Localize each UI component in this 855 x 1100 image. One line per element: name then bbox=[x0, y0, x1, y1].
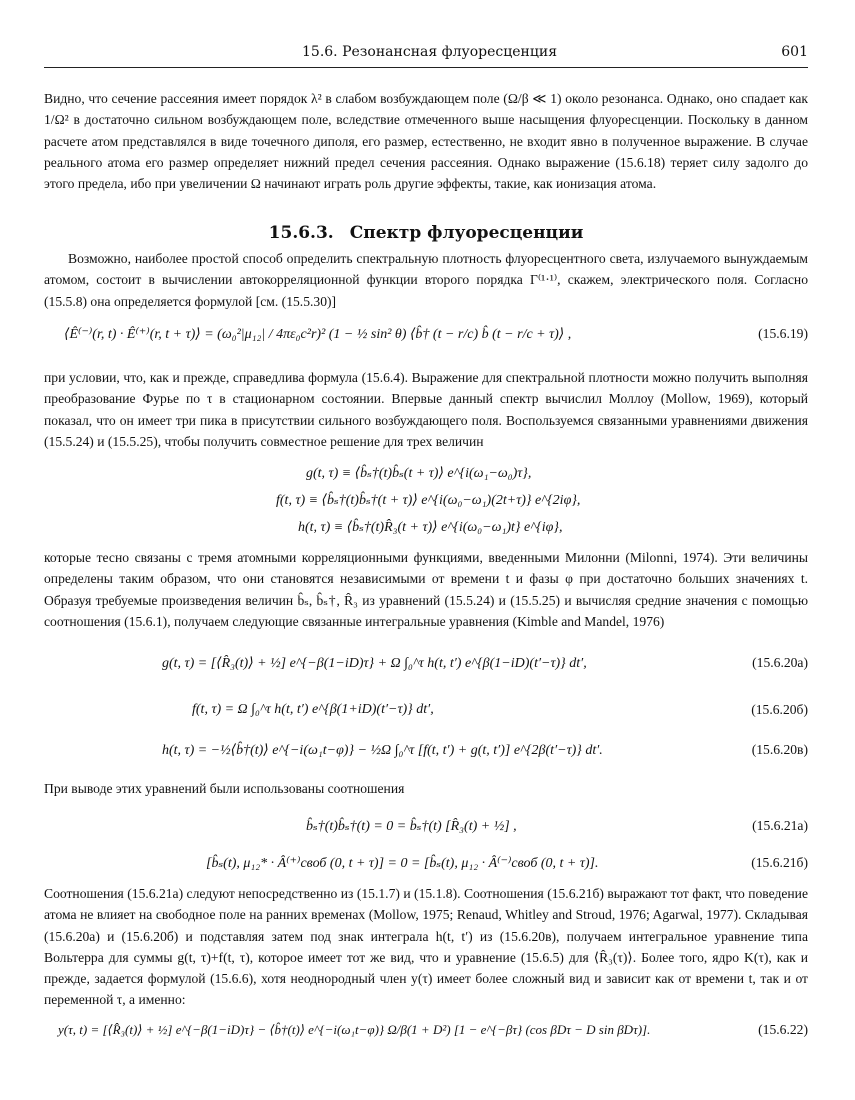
section-heading-number: 15.6.3. bbox=[268, 223, 334, 243]
section-heading bbox=[44, 223, 808, 243]
equation-body: g(t, τ) = [⟨R̂₃(t)⟩ + ½] e^{−β(1−iD)τ} + Ω ∫₀^τ h(t, t′) e^{β(1−iD)(t′−τ)} dt′, bbox=[162, 656, 587, 671]
equation-body: f(t, τ) ≡ ⟨b̂ₛ†(t)b̂ₛ†(t + τ)⟩ e^{i(ω₀−ω₁)(2t+τ)} e^{2iφ}, bbox=[276, 493, 581, 508]
paragraph-3: при условии, что, как и прежде, справедлива формула (15.6.4). Выражение для спектральной плотности можно получить выполняя преобразование Фурье по τ в стационарном состоянии. Впервые данный спектр вычислил Моллоу (Mollow, 1969), который показал, что он имеет три пика в присутствии сильного возбуждающего поля. Воспользуемся связанными уравнениями движения (15.5.24) и (15.5.25), чтобы получить совместное решение для трех величин bbox=[44, 370, 808, 449]
paragraph-4: которые тесно связаны с тремя атомными корреляционными функциями, введенными Милонни (Milonni, 1974). Эти величины определены таким образом, что они становятся независимыми от времени t и фазы φ при достаточно больших значениях t. Образуя требуемые произведения величин b̂ₛ, b̂ₛ†, R̂₃ из уравнений (15.5.24) и (15.5.25) и вычисляя средние значения с помощью соотношения (15.6.1), получаем следующие связанные интегральные уравнения (Kimble and Mandel, 1976) bbox=[44, 550, 808, 629]
equation-body: ⟨Ê⁽⁻⁾(r, t) · Ê⁽⁺⁾(r, t + τ)⟩ = (ω₀²|μ₁₂| / 4πε₀c²r)² (1 − ½ sin² θ) ⟨b̂† (t − r/c) b̂ (t − r/c + τ)⟩ , bbox=[64, 327, 572, 342]
equation-body: y(τ, t) = [⟨R̂₃(t)⟩ + ½] e^{−β(1−iD)τ} − ⟨b̂†(t)⟩ e^{−i(ω₁t−φ)} Ω/β(1 + D²) [1 − e^{−βτ} (cos βDτ − D sin βDτ)]. bbox=[58, 1022, 651, 1037]
equation-label: (15.6.20в) bbox=[751, 742, 808, 757]
equation-body: [b̂ₛ(t), μ₁₂* · Â⁽⁺⁾своб (0, t + τ)] = 0 = [b̂ₛ(t), μ₁₂ · Â⁽⁻⁾своб (0, t + τ)]. bbox=[206, 856, 599, 871]
equation-15-6-20b bbox=[44, 702, 808, 738]
equation-body: g(t, τ) ≡ ⟨b̂ₛ†(t)b̂ₛ(t + τ)⟩ e^{i(ω₁−ω₀)τ}, bbox=[306, 466, 532, 481]
equation-body: f(t, τ) = Ω ∫₀^τ h(t, t′) e^{β(1+iD)(t′−τ)} dt′, bbox=[192, 702, 434, 717]
page-number: 601 bbox=[781, 44, 808, 60]
equation-label: (15.6.22) bbox=[758, 1022, 808, 1037]
section-heading-title: Спектр флуоресценции bbox=[349, 223, 584, 243]
document-page bbox=[44, 0, 808, 1100]
equation-label: (15.6.20а) bbox=[752, 655, 808, 670]
equation-body: h(t, τ) = −½⟨b̂†(t)⟩ e^{−i(ω₁t−φ)} − ½Ω ∫₀^τ [f(t, t′) + g(t, t′)] e^{2β(t′−τ)} dt′. bbox=[162, 743, 603, 758]
section-title: 15.6. Резонансная флуоресценция bbox=[302, 44, 558, 60]
equation-body: h(t, τ) ≡ ⟨b̂ₛ†(t)R̂₃(t + τ)⟩ e^{i(ω₀−ω₁)t} e^{iφ}, bbox=[298, 520, 563, 535]
equation-body: b̂ₛ†(t)b̂ₛ†(t) = 0 = b̂ₛ†(t) [R̂₃(t) + ½] , bbox=[306, 819, 517, 834]
equation-label: (15.6.21б) bbox=[751, 855, 808, 870]
paragraph-6: Соотношения (15.6.21а) следуют непосредственно из (15.1.7) и (15.1.8). Соотношения (15.6.21б) выражают тот факт, что поведение атома не влияет на свободное поле на ранних временах (Mollow, 1975; Renaud, Whitley and Stroud, 1976; Agarwal, 1977). Складывая (15.6.20а) и (15.6.20б) и подставляя затем под знак интеграла h(t, t′) из (15.6.20в), получаем интегральное уравнение типа Вольтерра для суммы g(t, τ)+f(t, τ), которое имеет тот же вид, что и уравнение (15.6.5) для ⟨R̂₃(τ)⟩. Более того, ядро K(τ), как и прежде, задается формулой (15.6.6), хотя неоднородный член y(τ) имеет более сложный вид и зависит как от времени t, так и от переменной τ, а именно: bbox=[44, 886, 808, 1008]
running-head bbox=[44, 44, 808, 66]
header-rule bbox=[44, 67, 808, 68]
equation-15-6-21a bbox=[44, 818, 808, 854]
paragraph-1: Видно, что сечение рассеяния имеет порядок λ² в слабом возбуждающем поле (Ω/β ≪ 1) около резонанса. Однако, оно спадает как 1/Ω² в достаточно сильном возбуждающем поле, вследствие отмеченного выше насыщения флуоресценции. Поскольку в данном расчете атом представлялся в виде точечного диполя, его размер, естественно, не входит явно в полученное выражение. В случае реального атома его размер определяет нижний предел сечения рассеяния. Однако выражение (15.6.18) теряет силу задолго до этого предела, ибо при увеличении Ω начинают играть роль другие эффекты, такие, как ионизация атома. bbox=[44, 91, 808, 192]
equation-label: (15.6.19) bbox=[758, 326, 808, 341]
equation-15-6-20c bbox=[44, 742, 808, 778]
equation-15-6-22 bbox=[44, 1022, 808, 1058]
equation-label: (15.6.21а) bbox=[752, 818, 808, 833]
equation-15-6-20a bbox=[44, 655, 808, 691]
equation-label: (15.6.20б) bbox=[751, 702, 808, 717]
equation-15-6-19 bbox=[44, 326, 808, 362]
paragraph-5: При выводе этих уравнений были использованы соотношения bbox=[44, 781, 405, 796]
paragraph-2: Возможно, наиболее простой способ определить спектральную плотность флуоресцентного света, излучаемого вынуждаемым атомом, состоит в вычислении автокорреляционной функции второго порядка Γ⁽¹·¹⁾, скажем, электрического поля. Согласно (15.5.8) она определяется формулой [см. (15.5.30)] bbox=[44, 251, 808, 309]
